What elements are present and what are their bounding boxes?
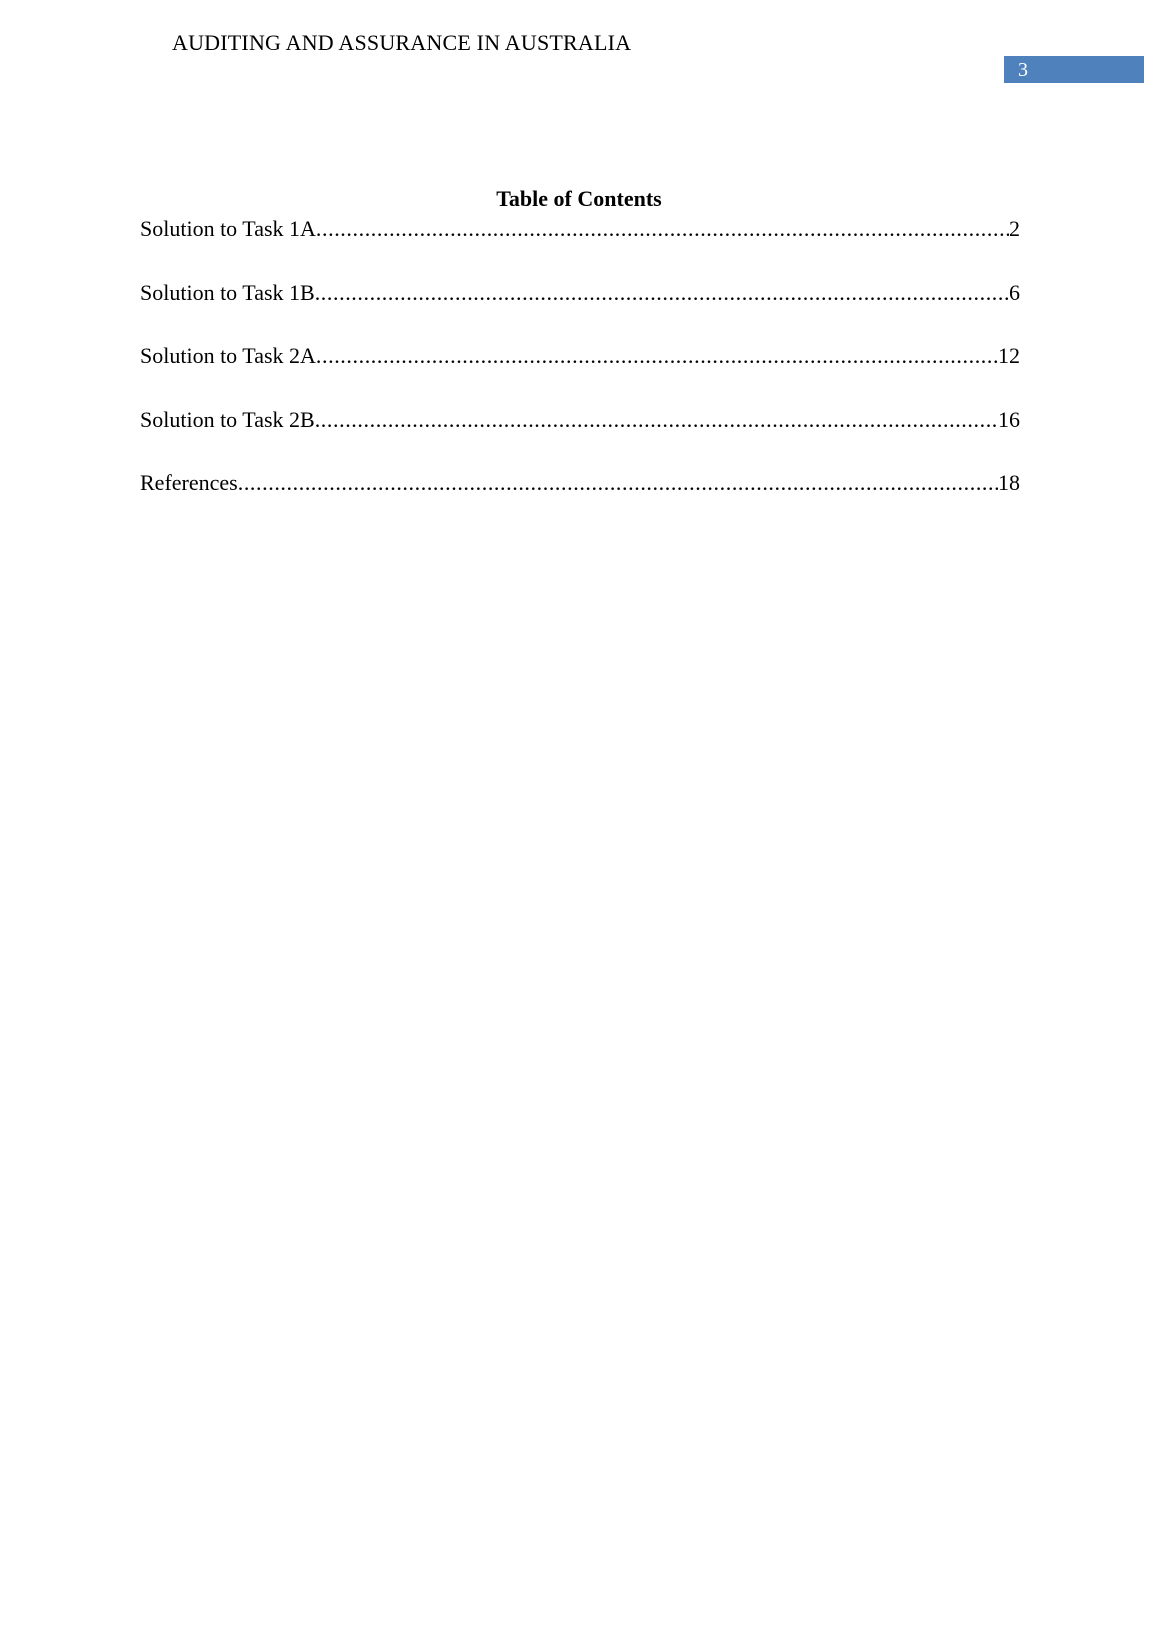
toc-entry-task-2a[interactable] [140,343,1020,407]
toc-entry-page: 2 [1009,216,1020,241]
toc-dot-leader [316,343,998,369]
toc-dot-leader [315,407,998,433]
toc-entry-page: 16 [998,406,1020,432]
toc-title: Table of Contents [496,186,662,211]
toc-entry-page: 12 [998,343,1020,368]
toc-entry-task-1a[interactable] [140,216,1020,280]
page-number-badge [1004,56,1144,83]
toc-entry-task-1b[interactable] [140,280,1020,344]
toc-dot-leader [316,216,1009,242]
toc-dot-leader [238,470,998,496]
toc-dot-leader [315,280,1009,306]
toc-entry-label: Solution to Task 1A [140,216,316,241]
page-number: 3 [1018,59,1028,81]
toc-entry-label: Solution to Task 1B [140,279,315,305]
toc-entry-references[interactable] [140,470,1020,534]
toc-entry-label: References [140,470,238,495]
running-head: AUDITING AND ASSURANCE IN AUSTRALIA [172,30,632,55]
table-of-contents [140,216,1020,534]
toc-entry-label: Solution to Task 2A [140,343,316,368]
toc-entry-label: Solution to Task 2B [140,406,315,432]
toc-entry-page: 18 [998,470,1020,495]
toc-entry-page: 6 [1009,279,1020,305]
toc-entry-task-2b[interactable] [140,407,1020,471]
